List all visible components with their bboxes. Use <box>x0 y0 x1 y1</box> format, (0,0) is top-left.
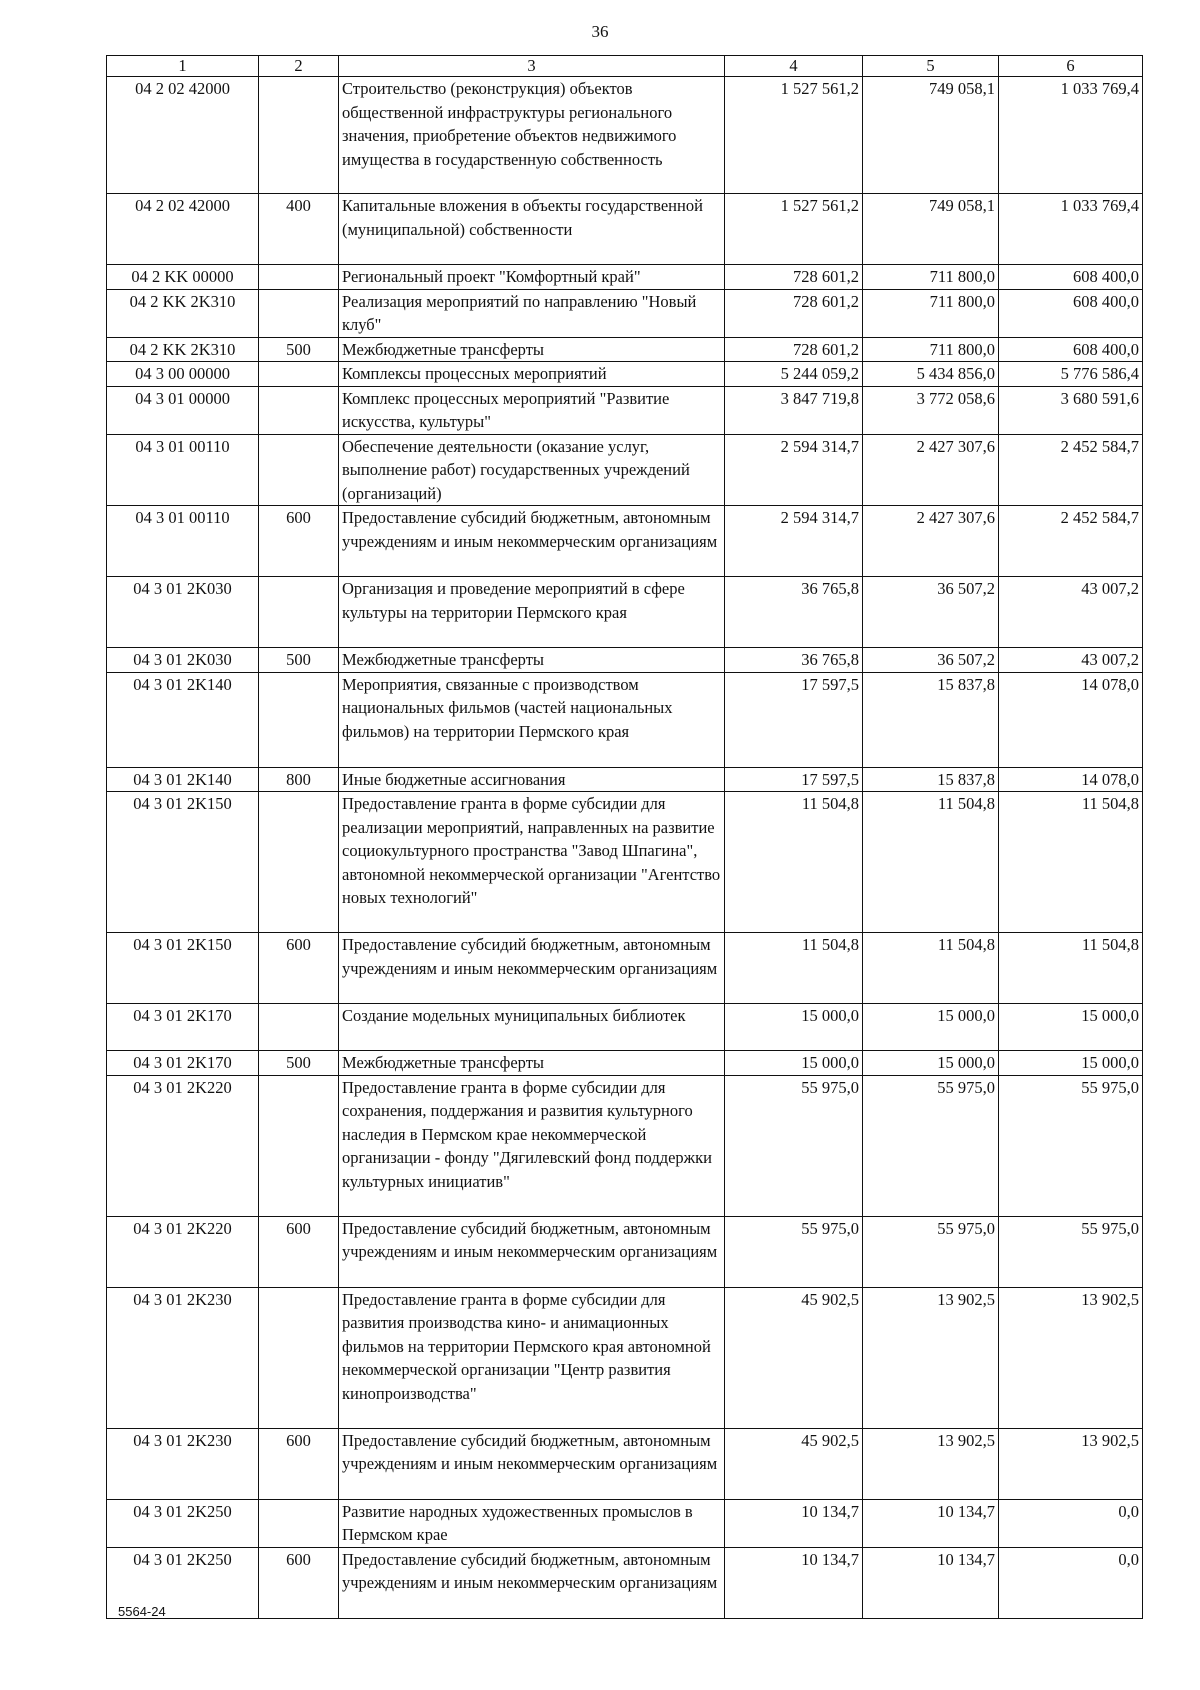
expense-type-cell <box>259 1075 339 1216</box>
amount-year3-cell: 13 902,5 <box>999 1287 1143 1428</box>
amount-year1-cell: 36 765,8 <box>725 577 863 648</box>
amount-year3-cell: 2 452 584,7 <box>999 506 1143 577</box>
expense-type-cell <box>259 577 339 648</box>
amount-year2-cell: 11 504,8 <box>863 792 999 933</box>
amount-year3-cell: 14 078,0 <box>999 672 1143 767</box>
expense-type-cell <box>259 289 339 337</box>
expense-type-cell: 600 <box>259 1428 339 1499</box>
amount-year3-cell: 11 504,8 <box>999 792 1143 933</box>
amount-year2-cell: 711 800,0 <box>863 289 999 337</box>
amount-year3-cell: 608 400,0 <box>999 337 1143 362</box>
item-name-cell: Предоставление субсидий бюджетным, автономным учреждениям и иным некоммерческим организациям <box>339 933 725 1004</box>
amount-year1-cell: 55 975,0 <box>725 1216 863 1287</box>
amount-year2-cell: 36 507,2 <box>863 577 999 648</box>
target-code-cell: 04 3 01 2K250 <box>107 1499 259 1547</box>
table-row <box>107 1499 1143 1547</box>
amount-year1-cell: 10 134,7 <box>725 1547 863 1618</box>
item-name-cell: Региональный проект "Комфортный край" <box>339 265 725 290</box>
amount-year2-cell: 15 837,8 <box>863 672 999 767</box>
expense-type-cell <box>259 672 339 767</box>
amount-year2-cell: 55 975,0 <box>863 1216 999 1287</box>
table-row <box>107 1051 1143 1076</box>
target-code-cell: 04 3 01 2K140 <box>107 767 259 792</box>
expense-type-cell: 500 <box>259 1051 339 1076</box>
table-row <box>107 337 1143 362</box>
expense-type-cell <box>259 386 339 434</box>
target-code-cell: 04 3 01 2K220 <box>107 1216 259 1287</box>
item-name-cell: Межбюджетные трансферты <box>339 337 725 362</box>
col-header-5: 5 <box>863 56 999 77</box>
expense-type-cell <box>259 77 339 194</box>
amount-year2-cell: 55 975,0 <box>863 1075 999 1216</box>
item-name-cell: Предоставление субсидий бюджетным, автономным учреждениям и иным некоммерческим организациям <box>339 1547 725 1618</box>
expense-type-cell: 600 <box>259 1547 339 1618</box>
expense-type-cell: 400 <box>259 194 339 265</box>
expense-type-cell <box>259 265 339 290</box>
amount-year2-cell: 15 837,8 <box>863 767 999 792</box>
table-row <box>107 289 1143 337</box>
amount-year2-cell: 13 902,5 <box>863 1287 999 1428</box>
table-row <box>107 386 1143 434</box>
amount-year1-cell: 1 527 561,2 <box>725 194 863 265</box>
amount-year1-cell: 1 527 561,2 <box>725 77 863 194</box>
amount-year2-cell: 36 507,2 <box>863 648 999 673</box>
item-name-cell: Создание модельных муниципальных библиотек <box>339 1004 725 1051</box>
amount-year1-cell: 5 244 059,2 <box>725 362 863 387</box>
target-code-cell: 04 3 01 2K030 <box>107 648 259 673</box>
target-code-cell: 04 2 KK 2K310 <box>107 337 259 362</box>
expense-type-cell <box>259 1004 339 1051</box>
expense-type-cell <box>259 434 339 506</box>
item-name-cell: Предоставление субсидий бюджетным, автономным учреждениям и иным некоммерческим организациям <box>339 1428 725 1499</box>
amount-year1-cell: 15 000,0 <box>725 1051 863 1076</box>
item-name-cell: Предоставление субсидий бюджетным, автономным учреждениям и иным некоммерческим организациям <box>339 506 725 577</box>
target-code-cell: 04 3 01 00110 <box>107 434 259 506</box>
amount-year3-cell: 1 033 769,4 <box>999 194 1143 265</box>
amount-year2-cell: 711 800,0 <box>863 265 999 290</box>
item-name-cell: Комплекс процессных мероприятий "Развитие искусства, культуры" <box>339 386 725 434</box>
amount-year1-cell: 17 597,5 <box>725 767 863 792</box>
item-name-cell: Предоставление гранта в форме субсидии для реализации мероприятий, направленных на развитие социокультурного пространства "Завод Шпагина", автономной некоммерческой организации "Агентство новых технологий" <box>339 792 725 933</box>
target-code-cell: 04 3 01 2K030 <box>107 577 259 648</box>
amount-year3-cell: 0,0 <box>999 1499 1143 1547</box>
amount-year2-cell: 15 000,0 <box>863 1004 999 1051</box>
target-code-cell: 04 3 01 2K140 <box>107 672 259 767</box>
col-header-1: 1 <box>107 56 259 77</box>
table-row <box>107 362 1143 387</box>
item-name-cell: Межбюджетные трансферты <box>339 1051 725 1076</box>
col-header-2: 2 <box>259 56 339 77</box>
table-row <box>107 77 1143 194</box>
amount-year2-cell: 3 772 058,6 <box>863 386 999 434</box>
amount-year3-cell: 14 078,0 <box>999 767 1143 792</box>
item-name-cell: Комплексы процессных мероприятий <box>339 362 725 387</box>
amount-year1-cell: 2 594 314,7 <box>725 434 863 506</box>
table-row <box>107 933 1143 1004</box>
target-code-cell: 04 3 01 00000 <box>107 386 259 434</box>
target-code-cell: 04 3 01 2K230 <box>107 1428 259 1499</box>
amount-year2-cell: 749 058,1 <box>863 77 999 194</box>
expense-type-cell <box>259 1499 339 1547</box>
amount-year2-cell: 2 427 307,6 <box>863 506 999 577</box>
amount-year1-cell: 728 601,2 <box>725 289 863 337</box>
amount-year3-cell: 608 400,0 <box>999 289 1143 337</box>
amount-year2-cell: 15 000,0 <box>863 1051 999 1076</box>
amount-year1-cell: 728 601,2 <box>725 337 863 362</box>
table-row <box>107 194 1143 265</box>
amount-year2-cell: 749 058,1 <box>863 194 999 265</box>
amount-year3-cell: 3 680 591,6 <box>999 386 1143 434</box>
amount-year3-cell: 55 975,0 <box>999 1216 1143 1287</box>
budget-table <box>106 55 1143 1619</box>
target-code-cell: 04 3 01 2K150 <box>107 792 259 933</box>
amount-year1-cell: 17 597,5 <box>725 672 863 767</box>
table-row <box>107 1547 1143 1618</box>
amount-year1-cell: 10 134,7 <box>725 1499 863 1547</box>
table-row <box>107 1428 1143 1499</box>
amount-year1-cell: 11 504,8 <box>725 792 863 933</box>
amount-year1-cell: 15 000,0 <box>725 1004 863 1051</box>
table-row <box>107 1287 1143 1428</box>
table-row <box>107 767 1143 792</box>
amount-year2-cell: 11 504,8 <box>863 933 999 1004</box>
amount-year3-cell: 13 902,5 <box>999 1428 1143 1499</box>
page-number: 36 <box>591 22 609 41</box>
target-code-cell: 04 3 01 2K230 <box>107 1287 259 1428</box>
col-header-6: 6 <box>999 56 1143 77</box>
amount-year1-cell: 3 847 719,8 <box>725 386 863 434</box>
target-code-cell: 04 3 01 2K170 <box>107 1051 259 1076</box>
expense-type-cell: 600 <box>259 1216 339 1287</box>
amount-year3-cell: 5 776 586,4 <box>999 362 1143 387</box>
item-name-cell: Предоставление гранта в форме субсидии для развития производства кино- и анимационных фильмов на территории Пермского края автономной некоммерческой организации "Центр развития кинопроизводства" <box>339 1287 725 1428</box>
amount-year2-cell: 711 800,0 <box>863 337 999 362</box>
item-name-cell: Капитальные вложения в объекты государственной (муниципальной) собственности <box>339 194 725 265</box>
amount-year3-cell: 43 007,2 <box>999 577 1143 648</box>
target-code-cell: 04 3 01 2K150 <box>107 933 259 1004</box>
amount-year1-cell: 2 594 314,7 <box>725 506 863 577</box>
item-name-cell: Предоставление субсидий бюджетным, автономным учреждениям и иным некоммерческим организациям <box>339 1216 725 1287</box>
expense-type-cell: 600 <box>259 933 339 1004</box>
amount-year3-cell: 608 400,0 <box>999 265 1143 290</box>
table-row <box>107 1075 1143 1216</box>
item-name-cell: Организация и проведение мероприятий в сфере культуры на территории Пермского края <box>339 577 725 648</box>
amount-year1-cell: 11 504,8 <box>725 933 863 1004</box>
amount-year2-cell: 10 134,7 <box>863 1499 999 1547</box>
expense-type-cell: 800 <box>259 767 339 792</box>
amount-year1-cell: 36 765,8 <box>725 648 863 673</box>
amount-year2-cell: 2 427 307,6 <box>863 434 999 506</box>
amount-year3-cell: 15 000,0 <box>999 1004 1143 1051</box>
table-row <box>107 506 1143 577</box>
target-code-cell: 04 3 01 2K250 <box>107 1547 259 1618</box>
table-row <box>107 577 1143 648</box>
target-code-cell: 04 3 00 00000 <box>107 362 259 387</box>
target-code-cell: 04 3 01 00110 <box>107 506 259 577</box>
item-name-cell: Обеспечение деятельности (оказание услуг, выполнение работ) государственных учреждений (организаций) <box>339 434 725 506</box>
target-code-cell: 04 3 01 2K220 <box>107 1075 259 1216</box>
item-name-cell: Строительство (реконструкция) объектов общественной инфраструктуры регионального значения, приобретение объектов недвижимого имущества в государственную собственность <box>339 77 725 194</box>
document-number: 5564-24 <box>118 1604 166 1619</box>
item-name-cell: Реализация мероприятий по направлению "Новый клуб" <box>339 289 725 337</box>
item-name-cell: Мероприятия, связанные с производством национальных фильмов (частей национальных фильмов) на территории Пермского края <box>339 672 725 767</box>
target-code-cell: 04 2 02 42000 <box>107 77 259 194</box>
item-name-cell: Развитие народных художественных промыслов в Пермском крае <box>339 1499 725 1547</box>
amount-year2-cell: 10 134,7 <box>863 1547 999 1618</box>
amount-year1-cell: 45 902,5 <box>725 1287 863 1428</box>
table-body <box>107 77 1143 1619</box>
amount-year3-cell: 2 452 584,7 <box>999 434 1143 506</box>
amount-year3-cell: 15 000,0 <box>999 1051 1143 1076</box>
header-row <box>107 56 1143 77</box>
expense-type-cell: 500 <box>259 337 339 362</box>
table-row <box>107 648 1143 673</box>
item-name-cell: Иные бюджетные ассигнования <box>339 767 725 792</box>
table-row <box>107 265 1143 290</box>
item-name-cell: Межбюджетные трансферты <box>339 648 725 673</box>
table-row <box>107 672 1143 767</box>
expense-type-cell: 600 <box>259 506 339 577</box>
target-code-cell: 04 2 KK 00000 <box>107 265 259 290</box>
target-code-cell: 04 2 KK 2K310 <box>107 289 259 337</box>
expense-type-cell <box>259 362 339 387</box>
amount-year2-cell: 5 434 856,0 <box>863 362 999 387</box>
amount-year3-cell: 0,0 <box>999 1547 1143 1618</box>
target-code-cell: 04 3 01 2K170 <box>107 1004 259 1051</box>
target-code-cell: 04 2 02 42000 <box>107 194 259 265</box>
amount-year1-cell: 45 902,5 <box>725 1428 863 1499</box>
expense-type-cell <box>259 792 339 933</box>
amount-year1-cell: 728 601,2 <box>725 265 863 290</box>
amount-year3-cell: 55 975,0 <box>999 1075 1143 1216</box>
table-row <box>107 434 1143 506</box>
expense-type-cell: 500 <box>259 648 339 673</box>
col-header-4: 4 <box>725 56 863 77</box>
amount-year2-cell: 13 902,5 <box>863 1428 999 1499</box>
table-row <box>107 792 1143 933</box>
amount-year1-cell: 55 975,0 <box>725 1075 863 1216</box>
item-name-cell: Предоставление гранта в форме субсидии для сохранения, поддержания и развития культурного наследия в Пермском крае некоммерческой организации - фонду "Дягилевский фонд поддержки культурных инициатив" <box>339 1075 725 1216</box>
amount-year3-cell: 11 504,8 <box>999 933 1143 1004</box>
expense-type-cell <box>259 1287 339 1428</box>
col-header-3: 3 <box>339 56 725 77</box>
table-row <box>107 1216 1143 1287</box>
amount-year3-cell: 1 033 769,4 <box>999 77 1143 194</box>
table-row <box>107 1004 1143 1051</box>
amount-year3-cell: 43 007,2 <box>999 648 1143 673</box>
